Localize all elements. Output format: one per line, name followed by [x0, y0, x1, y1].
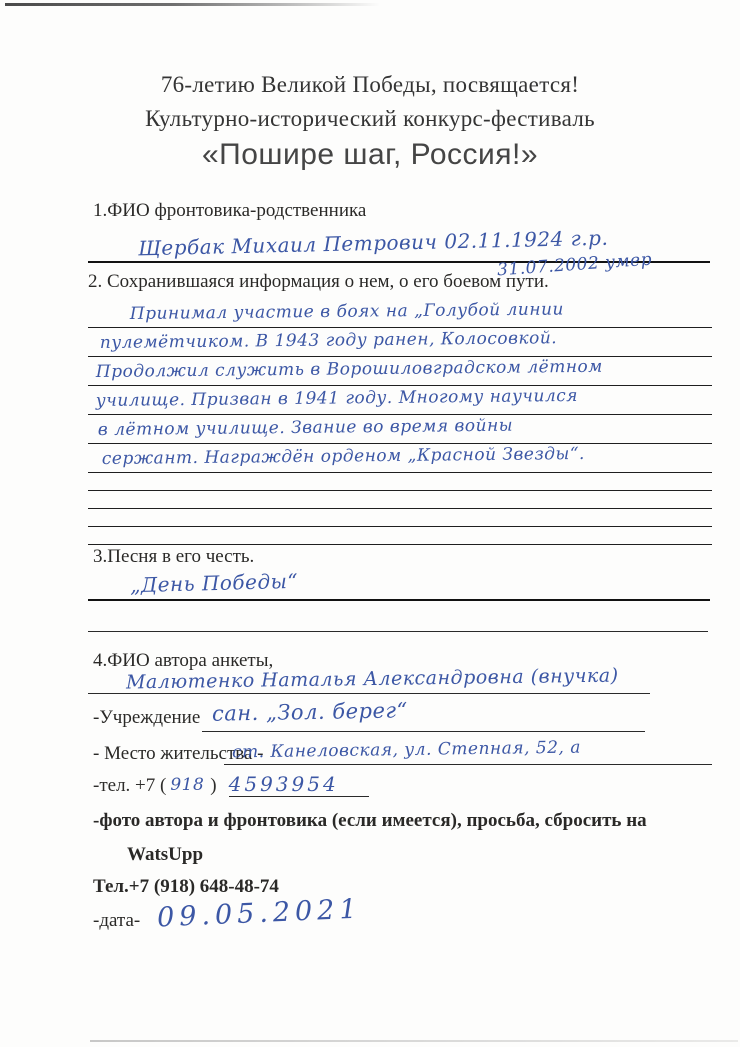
handwritten-text: сержант. Награждён орденом „Красной Звезды“.	[101, 444, 586, 470]
messenger-name: WatsUpp	[127, 844, 204, 865]
contact-phone: Тел.+7 (918) 648-48-74	[93, 876, 279, 897]
handwritten-text: училище. Призван в 1941 году. Многому научился	[95, 386, 579, 412]
ruled-line	[88, 386, 712, 415]
question-3-handwritten-answer: „День Победы“	[129, 568, 299, 598]
institution-handwritten-value: сан. „Зол. берег“	[211, 698, 408, 726]
handwritten-text: в лётном училище. Звание во время войны	[97, 415, 514, 441]
ruled-line	[88, 444, 712, 473]
phone-row	[93, 772, 369, 797]
scan-artifact-shadow	[90, 1040, 738, 1042]
ruled-line-empty	[88, 527, 712, 545]
residence-handwritten-value: ст. Канеловская, ул. Степная, 52, а	[231, 737, 582, 763]
question-3-label: 3.Песня в его честь.	[93, 546, 255, 567]
date-label: -дата-	[93, 910, 141, 931]
question-1-label: 1.ФИО фронтовика-родственника	[93, 200, 367, 221]
handwritten-text: Принимал участие в боях на „Голубой линии	[129, 299, 565, 325]
scan-artifact-line	[5, 3, 380, 6]
phone-code-handwritten: 918	[170, 775, 205, 795]
question-1-handwritten-answer: Щербак Михаил Петрович 02.11.1924 г.р.	[137, 225, 609, 261]
photo-request-note: -фото автора и фронтовика (если имеется), просьба, сбросить на	[93, 810, 647, 831]
question-2-label: 2. Сохранившаяся информация о нем, о его боевом пути.	[88, 271, 549, 292]
date-handwritten-value: 09.05.2021	[156, 893, 363, 934]
form-title-line3: «Пошире шаг, Россия!»	[201, 138, 539, 171]
ruled-line-empty	[88, 509, 712, 527]
institution-line	[202, 731, 645, 732]
phone-label-close: )	[210, 775, 217, 796]
question-4-handwritten-answer: Малютенко Наталья Александровна (внучка)	[125, 664, 619, 694]
question-3-empty-line	[88, 631, 708, 632]
ruled-line-empty	[88, 473, 712, 491]
question-4-answer-line	[88, 693, 650, 694]
handwritten-text: пулемётчиком. В 1943 году ранен, Колосовкой.	[99, 328, 558, 354]
handwritten-text: Продолжил служить в Ворошиловградском лётном	[95, 357, 603, 383]
institution-label: -Учреждение	[93, 707, 201, 728]
question-1-death-note: 31.07.2002 умер	[496, 249, 653, 281]
question-3-answer-line	[88, 599, 710, 601]
ruled-line	[88, 415, 712, 444]
phone-number-handwritten: 4593954	[229, 772, 369, 797]
ruled-line	[88, 328, 712, 357]
phone-label: -тел. +7 (	[93, 775, 167, 796]
ruled-line-empty	[88, 491, 712, 509]
ruled-line	[88, 357, 712, 386]
question-2-ruled-area	[88, 299, 712, 545]
form-title-line1: 76-летию Великой Победы, посвящается!	[160, 72, 580, 97]
residence-line	[224, 764, 712, 765]
form-title-line2: Культурно-исторический конкурс-фестиваль	[145, 106, 595, 131]
ruled-line	[88, 299, 712, 328]
residence-label: - Место жительства -	[93, 743, 264, 764]
question-4-label: 4.ФИО автора анкеты,	[93, 650, 274, 671]
